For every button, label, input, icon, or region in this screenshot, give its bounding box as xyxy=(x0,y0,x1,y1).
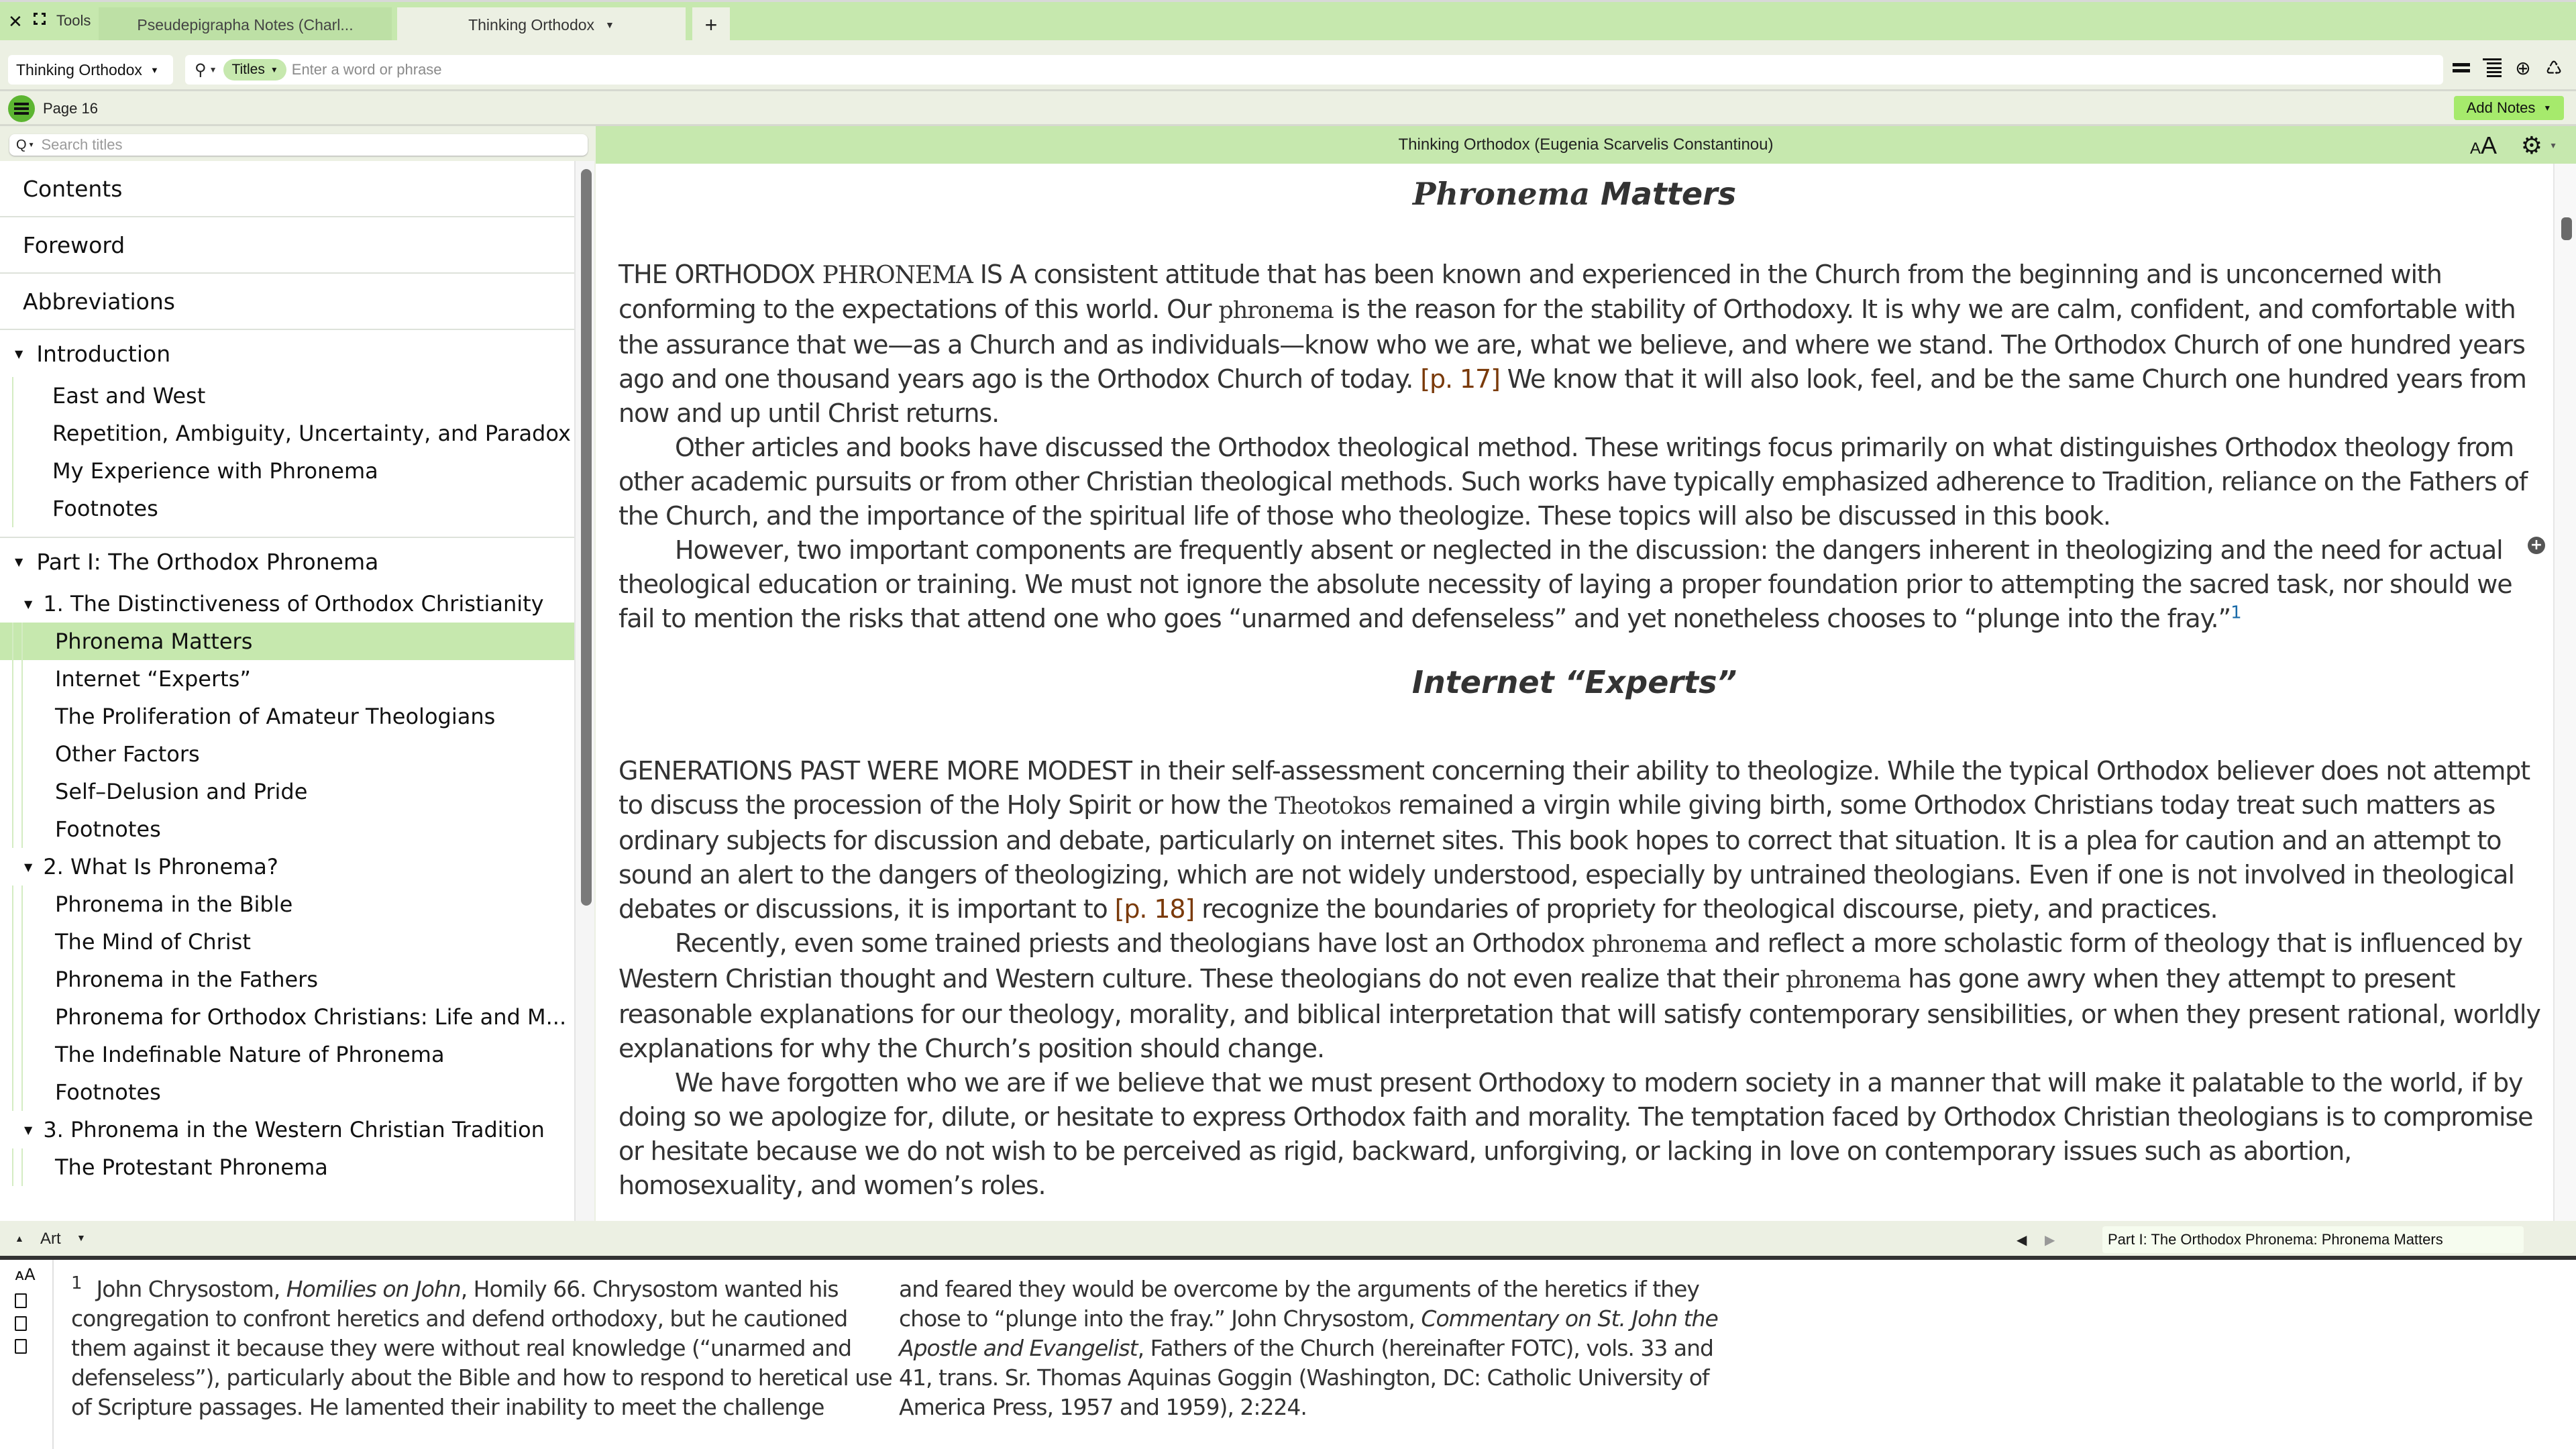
tab-label: Thinking Orthodox xyxy=(468,15,595,34)
term-phronema: phronema xyxy=(1785,967,1901,994)
text-run: , Homily 66. Chrysostom wanted his congregation to confront heretics and defend orthodoxy, but he cautioned them against it because they were without real knowledge (“unarmed and defenseless”), particularly about the Bible and how to respond to heretical use of Scripture passages. He lamented their inability to meet the challenge xyxy=(71,1276,892,1420)
reader-scroll-thumb[interactable] xyxy=(2561,217,2572,240)
back-arrow-icon[interactable]: ◀ xyxy=(2017,1233,2027,1248)
toc-item[interactable]: Footnotes xyxy=(12,490,578,527)
term-phronema: phronema xyxy=(1218,297,1334,324)
search-scope-select[interactable] xyxy=(223,59,286,80)
toc-item[interactable]: East and West xyxy=(12,377,578,415)
book-title: Commentary on St. John the Apostle and Evangelist xyxy=(899,1305,1718,1361)
text-run: and reflect a more scholastic form of theology that is influenced by Western Christian thought and Western culture. These theologians do not even realize that their xyxy=(619,928,2522,994)
add-notes-button[interactable] xyxy=(2454,96,2564,120)
lead-caps: THE ORTHODOX xyxy=(619,260,822,289)
toc-item-contents[interactable]: Contents xyxy=(0,161,578,217)
reader-scrollbar[interactable] xyxy=(2553,164,2576,1221)
toc-item[interactable]: Phronema in the Bible xyxy=(0,885,578,923)
collapse-triangle-icon[interactable]: ▼ xyxy=(24,597,33,610)
paragraph xyxy=(619,533,2541,636)
text-run: recognize the boundaries of propriety for theological discourse, piety, and practices. xyxy=(1194,894,2218,924)
location-breadcrumb[interactable]: Part I: The Orthodox Phronema: Phronema Matters xyxy=(2102,1226,2524,1253)
font-size-large-glyph: A xyxy=(2480,131,2497,159)
text-run: has gone awry when they attempt to present reasonable explanations for our theology, morality, and biblical interpretation that will satisfy contemporary sensibilities, or when they present rational, worldly explanations for why the Church’s position should change. xyxy=(619,964,2540,1063)
table-of-contents-button[interactable] xyxy=(8,95,35,122)
toc-item[interactable]: Self–Delusion and Pride xyxy=(0,773,578,810)
toc-search-wrap xyxy=(0,126,594,161)
search-input[interactable] xyxy=(292,61,2170,78)
forward-arrow-icon[interactable]: ▶ xyxy=(2045,1233,2055,1248)
page-toolbar xyxy=(0,91,2576,126)
toc-item[interactable]: Repetition, Ambiguity, Uncertainty, and Paradox xyxy=(12,415,578,452)
collapse-triangle-icon[interactable]: ▼ xyxy=(24,1123,33,1136)
text-run: consistent attitude that has been known and experienced in the Church from the beginning and is unconcerned with conforming to the expectations of this world. Our xyxy=(619,260,2442,324)
tools-menu[interactable]: Tools xyxy=(56,12,91,29)
copy-icon[interactable] xyxy=(15,1293,27,1308)
section-body xyxy=(596,754,2553,1203)
chevron-down-icon: ▼ xyxy=(2543,103,2552,113)
toc-item-label: Introduction xyxy=(36,340,171,367)
footnote-tools xyxy=(0,1260,54,1449)
term-phronema: phronema xyxy=(1592,931,1707,958)
page-number: Page 16 xyxy=(43,100,98,117)
chevron-down-icon[interactable]: ▼ xyxy=(28,141,35,149)
toc-item-chapter-2[interactable] xyxy=(0,848,578,885)
section-heading xyxy=(596,176,2553,212)
chevron-up-icon[interactable]: ▲ xyxy=(15,1233,24,1244)
toc-item[interactable]: Other Factors xyxy=(0,735,578,773)
gear-icon[interactable]: ⚙ xyxy=(2520,131,2542,159)
search-icon[interactable]: Q xyxy=(16,137,27,152)
text-run: Recently, even some trained priests and theologians have lost an Orthodox xyxy=(675,928,1593,958)
lead-caps: GENERATIONS PAST WERE MORE MODEST xyxy=(619,756,1132,786)
font-size-icon[interactable] xyxy=(2470,131,2497,160)
search-scope-label: Titles xyxy=(231,62,265,77)
toc-item[interactable]: The Indefinable Nature of Phronema xyxy=(0,1036,578,1073)
toc-item[interactable]: My Experience with Phronema xyxy=(12,452,578,490)
heading-rest-part: Matters xyxy=(1590,176,1737,212)
reader-header xyxy=(596,126,2576,164)
text-run: John Chrysostom, xyxy=(96,1276,286,1302)
toc-item[interactable]: Footnotes xyxy=(0,1073,578,1111)
chevron-down-icon: ▼ xyxy=(270,65,278,74)
footnote-column xyxy=(899,1275,1724,1422)
footnote-panel xyxy=(0,1260,2576,1449)
collapse-triangle-icon[interactable]: ▼ xyxy=(24,860,33,873)
tab-thinking-orthodox[interactable] xyxy=(397,7,686,42)
lead-serif: PHRONEMA xyxy=(822,262,973,289)
resource-select[interactable] xyxy=(8,55,173,85)
toc-item-label: 2. What Is Phronema? xyxy=(43,854,278,879)
book-title: Homilies on John xyxy=(286,1276,461,1302)
add-tab-button[interactable]: + xyxy=(692,7,730,42)
collapse-triangle-icon[interactable]: ▼ xyxy=(15,555,23,568)
clipboard-icon[interactable] xyxy=(15,1316,27,1331)
lead-caps: IS A xyxy=(972,260,1026,289)
add-circle-icon[interactable]: ⊕ xyxy=(2515,57,2531,78)
section-heading: Internet “Experts” xyxy=(1411,664,1737,700)
tab-bar xyxy=(0,0,2576,40)
footnote-column xyxy=(71,1275,896,1422)
toc-search-input[interactable] xyxy=(41,136,551,154)
toc-item-chapter-3[interactable] xyxy=(0,1111,578,1148)
toc-item-label: 3. Phronema in the Western Christian Tradition xyxy=(43,1117,545,1142)
term-theotokos: Theotokos xyxy=(1275,793,1391,820)
toc-item-active[interactable]: Phronema Matters xyxy=(0,623,578,660)
toc-item-introduction[interactable] xyxy=(0,330,578,377)
toc-item[interactable]: Phronema for Orthodox Christians: Life and M... xyxy=(0,998,578,1036)
search-icon[interactable]: ⚲ xyxy=(195,60,207,79)
toc-item[interactable]: The Mind of Christ xyxy=(0,923,578,961)
list-icon xyxy=(14,103,29,115)
font-size-small-glyph: A xyxy=(2469,140,2481,158)
page-reference[interactable]: [p. 18] xyxy=(1114,894,1195,924)
add-note-icon[interactable]: + xyxy=(2528,537,2545,554)
toc-item[interactable]: Phronema in the Fathers xyxy=(0,961,578,998)
toc-item-label: Part I: The Orthodox Phronema xyxy=(36,548,379,575)
text-run: , Fathers of the Church (hereinafter FOTC), vols. 33 and 41, trans. Sr. Thomas Aquinas Goggin (Washington, DC: Catholic University of America Press, 1957 and 1959), 2:224. xyxy=(899,1335,1713,1420)
text-run: remained a virgin while giving birth, some Orthodox Christians today treat such matters as ordinary subjects for discussion and debate, particularly on internet sites. This book hopes to correct that situation. It is a plea for caution and an attempt to sound an alert to the dangers of theologizing, which are not widely understood, especially by untrained theologians. Even if one is not involved in theological debates or discussions, it is important to xyxy=(619,790,2514,924)
text-run: and feared they would be overcome by the arguments of the heretics if they chose to “plunge into the fray.” John Chrysostom, xyxy=(899,1276,1699,1332)
chevron-down-icon[interactable]: ▼ xyxy=(209,65,217,74)
text-run: is the reason for the stability of Orthodoxy. It is why we are calm, confident, and comfortable with the assurance that we—as a Church and as individuals—know who we are, what we believe, and where we stand. The Orthodox Church of one hundred years ago and one thousand years ago is the Orthodox Church of today. xyxy=(619,294,2525,394)
add-notes-label: Add Notes xyxy=(2466,99,2536,116)
search-toolbar xyxy=(0,40,2576,91)
recycle-icon[interactable]: ♺ xyxy=(2545,57,2563,78)
text-run: in their self-assessment concerning their ability to theologize. While the typical Orthodox believer does not attempt to discuss the procession of the Holy Spirit or how the xyxy=(619,756,2530,820)
toc-list xyxy=(0,161,578,1221)
toolbar-icons xyxy=(2451,56,2564,79)
toc-item-label: 1. The Distinctiveness of Orthodox Christianity xyxy=(43,591,544,616)
text-run: We know that it will also look, feel, and be the same Church one hundred years from now and up until Christ returns. xyxy=(619,364,2526,428)
chevron-down-icon[interactable]: ▼ xyxy=(2549,141,2557,150)
collapse-triangle-icon[interactable]: ▼ xyxy=(15,347,23,360)
parallel-icon[interactable] xyxy=(2451,56,2471,79)
toc-item-chapter-1[interactable] xyxy=(0,585,578,623)
footnote-number: 1 xyxy=(71,1273,82,1293)
resource-select-label: Thinking Orthodox xyxy=(16,60,142,78)
toc-item[interactable]: Internet “Experts” xyxy=(0,660,578,698)
paragraph xyxy=(619,754,2541,926)
toc-item-part1[interactable] xyxy=(0,538,578,585)
toc-item[interactable]: The Proliferation of Amateur Theologians xyxy=(0,698,578,735)
reader-content xyxy=(596,164,2553,1221)
page-reference[interactable]: [p. 17] xyxy=(1420,364,1500,394)
tab-label: Pseudepigrapha Notes (Charl... xyxy=(137,15,354,34)
close-icon[interactable]: ✕ xyxy=(8,11,23,32)
text-run: However, two important components are frequently absent or neglected in the discussion: the dangers inherent in theologizing and the need for actual theological education or training. We must not ignore the absolute necessity of laying a proper foundation prior to attempting the sacred task, nor should we fail to mention the risks that attend one who goes “unarmed and defenseless” and yet nonetheless chooses to “plunge into the fray.” xyxy=(619,535,2512,633)
resource-title: Thinking Orthodox (Eugenia Scarvelis Constantinou) xyxy=(1398,136,1774,154)
chevron-down-icon[interactable]: ▼ xyxy=(76,1232,86,1243)
sidebar-scroll-thumb[interactable] xyxy=(581,169,592,906)
toc-item[interactable]: Footnotes xyxy=(0,810,578,848)
chevron-down-icon[interactable]: ▼ xyxy=(605,19,614,30)
toc-sidebar xyxy=(0,126,594,1221)
paragraph: We have forgotten who we are if we believe that we must present Orthodoxy to modern society in a manner that will make it palatable to the world, if by doing so we apologize for, dilute, or hesitate to express Orthodox faith and morality. The temptation faced by Orthodox Christian theologians is to compromise or hesitate because we do not wish to be perceived as rigid, backward, unforgiving, or lacking in love on contemporary issues such as abortion, homosexuality, and women’s roles. xyxy=(619,1068,2533,1200)
text-align-icon[interactable] xyxy=(2482,56,2502,79)
heading-italic-part: Phronema xyxy=(1412,176,1591,212)
sidebar-scrollbar[interactable] xyxy=(574,161,594,1221)
toc-group-introduction xyxy=(0,330,578,538)
paragraph xyxy=(619,926,2541,1066)
paragraph xyxy=(619,258,2541,431)
status-bar xyxy=(0,1221,2576,1260)
section-body xyxy=(596,258,2553,636)
duplicate-icon[interactable] xyxy=(15,1339,27,1354)
search-box xyxy=(185,55,2443,85)
toc-group-part1 xyxy=(0,538,578,1186)
footnote-reference[interactable]: 1 xyxy=(2231,602,2241,623)
toc-item-foreword[interactable]: Foreword xyxy=(0,217,578,274)
chevron-down-icon: ▼ xyxy=(150,64,159,75)
toc-item-abbreviations[interactable]: Abbreviations xyxy=(0,274,578,330)
font-size-icon[interactable]: ᴀA xyxy=(15,1265,36,1284)
toc-item[interactable]: The Protestant Phronema xyxy=(0,1148,578,1186)
collection-label[interactable]: Art xyxy=(40,1230,61,1248)
paragraph: Other articles and books have discussed the Orthodox theological method. These writings focus primarily on what distinguishes Orthodox theology from other academic pursuits or from other Christian theological methods. Such works have typically emphasized adherence to Tradition, reliance on the Fathers of the Church, and the importance of the spiritual life of those who theologize. These topics will also be discussed in this book. xyxy=(619,433,2528,531)
tab-pseudepigrapha-notes[interactable] xyxy=(99,7,392,42)
fullscreen-icon[interactable] xyxy=(34,13,46,25)
toc-search-box xyxy=(9,134,588,156)
